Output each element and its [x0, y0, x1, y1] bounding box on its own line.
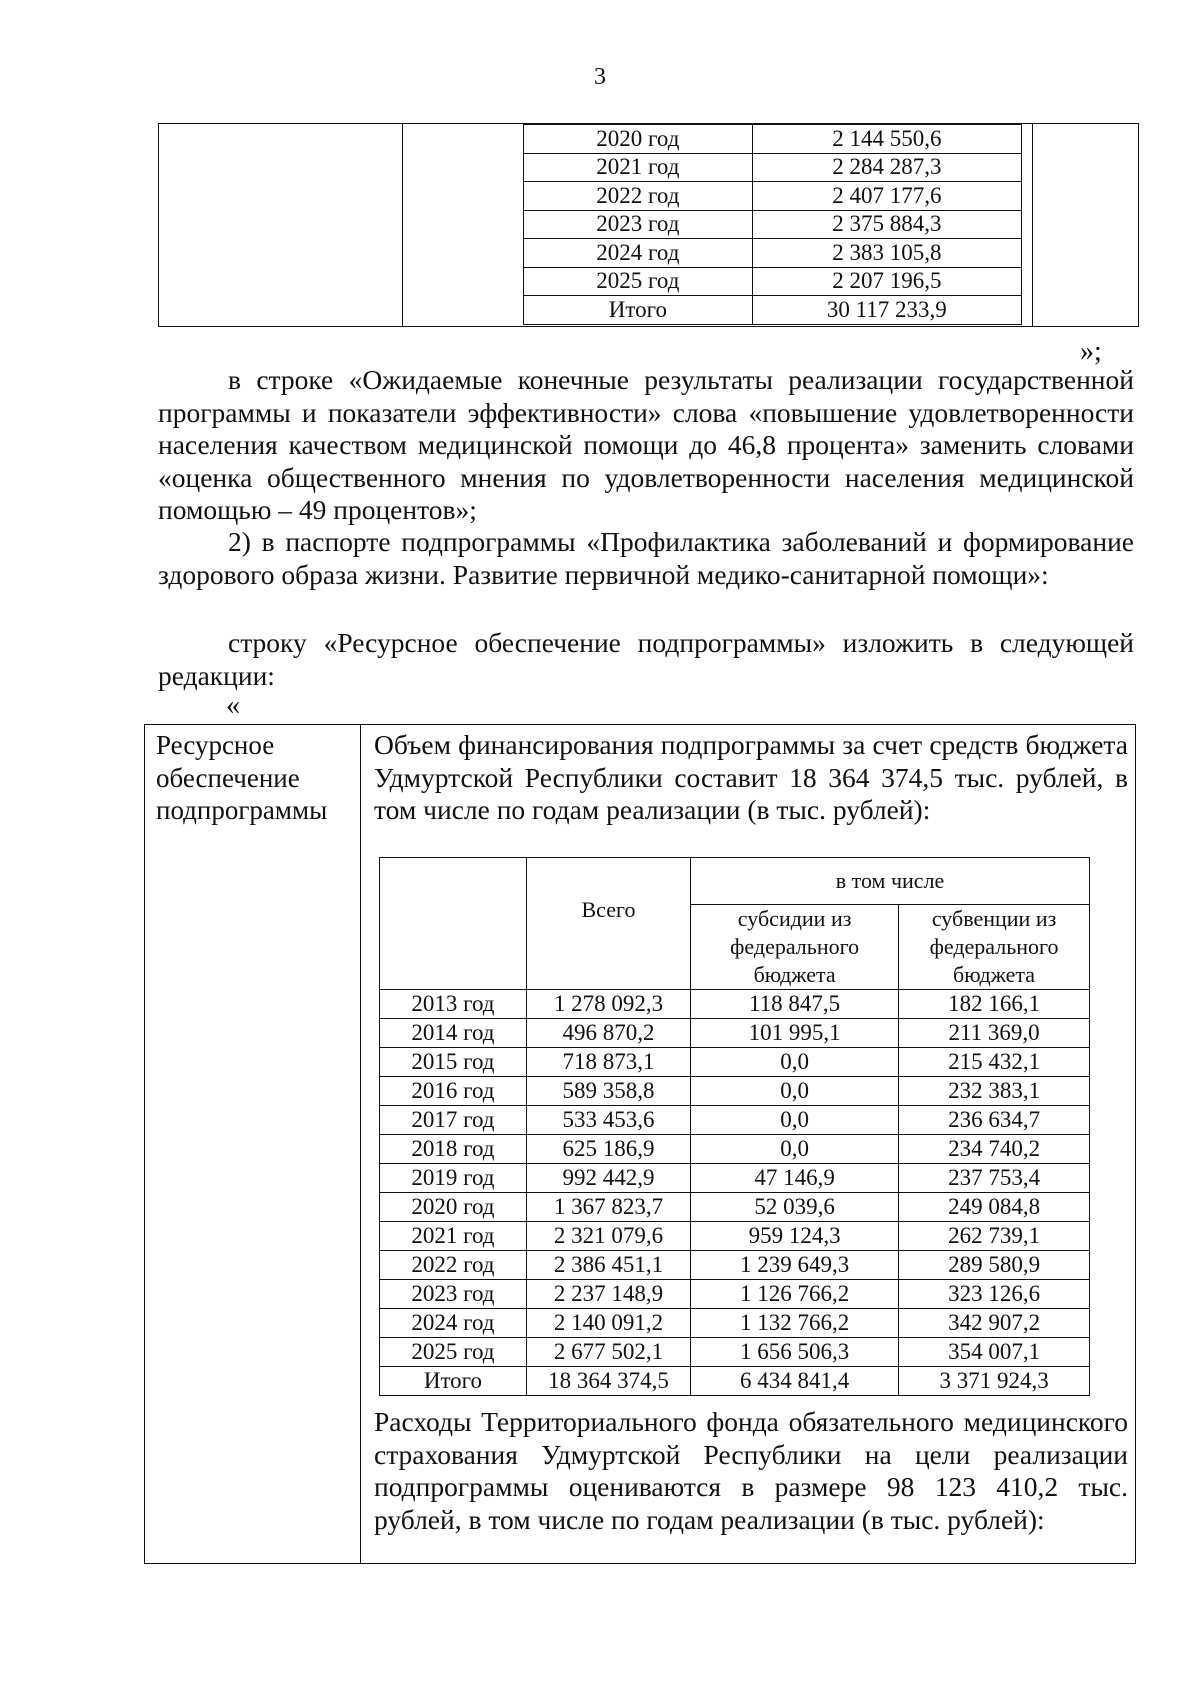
total-cell: 2 386 451,1	[526, 1251, 690, 1280]
subventions-cell: 354 007,1	[899, 1338, 1090, 1367]
subsidies-cell: 0,0	[691, 1077, 899, 1106]
table-row	[380, 1106, 1090, 1135]
subventions-cell: 232 383,1	[899, 1077, 1090, 1106]
yearly-funding-table	[379, 857, 1090, 1396]
opening-quote: «	[226, 690, 240, 721]
header-subventions: субвенции из федерального бюджета	[899, 905, 1090, 990]
paragraph-expected-results	[158, 364, 1134, 527]
resource-label: Ресурсное обеспечение подпрограммы	[156, 730, 328, 825]
table-row	[380, 1251, 1090, 1280]
subventions-cell: 236 634,7	[899, 1106, 1090, 1135]
tfoms-text: Расходы Территориального фонда обязательного медицинского страхования Удмуртской Республики на цели реализации подпрограммы оцениваются в размере 98 123 410,2 тыс. рублей, в том числе по годам реализации (в тыс. рублей):	[374, 1406, 1128, 1535]
table-row	[380, 1280, 1090, 1309]
table-row	[380, 1019, 1090, 1048]
value-cell: 30 117 233,9	[752, 296, 1021, 325]
subsidies-cell: 1 239 649,3	[691, 1251, 899, 1280]
total-cell: 533 453,6	[526, 1106, 690, 1135]
table-row	[380, 990, 1090, 1019]
table-row	[524, 267, 1022, 296]
year-cell: 2020 год	[524, 125, 753, 154]
total-cell: 496 870,2	[526, 1019, 690, 1048]
closing-quote: »;	[1080, 336, 1102, 367]
header-including: в том числе	[691, 858, 1090, 905]
value-cell: 2 207 196,5	[752, 267, 1021, 296]
table-row	[380, 1309, 1090, 1338]
year-cell: 2024 год	[380, 1309, 527, 1338]
total-cell: 18 364 374,5	[526, 1367, 690, 1396]
table-row	[524, 182, 1022, 211]
paragraph-text: в строке «Ожидаемые конечные результаты реализации государственной программы и показатели эффективности» слова «повышение удовлетворенности населения качеством медицинской помощи до 46,8 процента» заменить словами «оценка общественного мнения по удовлетворенности населения медицинской помощью – 49 процентов»;	[158, 364, 1134, 525]
total-cell: 1 278 092,3	[526, 990, 690, 1019]
table-row	[380, 1048, 1090, 1077]
year-cell: 2017 год	[380, 1106, 527, 1135]
year-cell: 2019 год	[380, 1164, 527, 1193]
total-cell: 2 237 148,9	[526, 1280, 690, 1309]
total-cell: 2 677 502,1	[526, 1338, 690, 1367]
table-row	[380, 1367, 1090, 1396]
subsidies-cell: 118 847,5	[691, 990, 899, 1019]
year-cell: 2013 год	[380, 990, 527, 1019]
year-cell: Итого	[380, 1367, 527, 1396]
total-cell: 1 367 823,7	[526, 1193, 690, 1222]
total-cell: 992 442,9	[526, 1164, 690, 1193]
paragraph-resource-line	[158, 627, 1134, 692]
subsidies-cell: 0,0	[691, 1135, 899, 1164]
year-cell: 2023 год	[524, 210, 753, 239]
subventions-cell: 289 580,9	[899, 1251, 1090, 1280]
subsidies-cell: 47 146,9	[691, 1164, 899, 1193]
subventions-cell: 3 371 924,3	[899, 1367, 1090, 1396]
total-cell: 718 873,1	[526, 1048, 690, 1077]
subventions-cell: 182 166,1	[899, 990, 1090, 1019]
year-cell: 2015 год	[380, 1048, 527, 1077]
subsidies-cell: 52 039,6	[691, 1193, 899, 1222]
subsidies-cell: 959 124,3	[691, 1222, 899, 1251]
header-subsidies: субсидии из федерального бюджета	[691, 905, 899, 990]
financing-intro: Объем финансирования подпрограммы за счет средств бюджета Удмуртской Республики составит 18 364 374,5 тыс. рублей, в том числе по годам реализации (в тыс. рублей):	[374, 729, 1128, 825]
value-cell: 2 383 105,8	[752, 239, 1021, 268]
subsidies-cell: 0,0	[691, 1106, 899, 1135]
table-row	[524, 296, 1022, 325]
table-row	[524, 210, 1022, 239]
page-number: 3	[594, 64, 606, 90]
subventions-cell: 323 126,6	[899, 1280, 1090, 1309]
year-cell: 2016 год	[380, 1077, 527, 1106]
subventions-cell: 237 753,4	[899, 1164, 1090, 1193]
total-cell: 2 140 091,2	[526, 1309, 690, 1338]
year-cell: 2021 год	[524, 153, 753, 182]
paragraph-passport	[158, 526, 1134, 591]
table-row	[380, 1338, 1090, 1367]
year-cell: 2024 год	[524, 239, 753, 268]
year-cell: 2022 год	[380, 1251, 527, 1280]
subsidies-cell: 1 656 506,3	[691, 1338, 899, 1367]
table-row	[380, 1222, 1090, 1251]
subventions-cell: 262 739,1	[899, 1222, 1090, 1251]
year-cell: 2025 год	[380, 1338, 527, 1367]
year-cell: 2025 год	[524, 267, 753, 296]
table-row	[524, 239, 1022, 268]
table-row	[524, 153, 1022, 182]
paragraph-text: строку «Ресурсное обеспечение подпрограммы» изложить в следующей редакции:	[158, 627, 1134, 691]
year-cell: 2021 год	[380, 1222, 527, 1251]
year-cell: 2022 год	[524, 182, 753, 211]
total-cell: 2 321 079,6	[526, 1222, 690, 1251]
subsidies-cell: 1 126 766,2	[691, 1280, 899, 1309]
paragraph-text: 2) в паспорте подпрограммы «Профилактика заболеваний и формирование здорового образа жизни. Развитие первичной медико-санитарной помощи»:	[158, 526, 1134, 590]
subventions-cell: 211 369,0	[899, 1019, 1090, 1048]
subsidies-cell: 1 132 766,2	[691, 1309, 899, 1338]
subventions-cell: 342 907,2	[899, 1309, 1090, 1338]
subsidies-cell: 101 995,1	[691, 1019, 899, 1048]
year-cell: 2014 год	[380, 1019, 527, 1048]
year-cell: 2018 год	[380, 1135, 527, 1164]
total-cell: 589 358,8	[526, 1077, 690, 1106]
year-cell: 2023 год	[380, 1280, 527, 1309]
value-cell: 2 407 177,6	[752, 182, 1021, 211]
table-row	[380, 1164, 1090, 1193]
value-cell: 2 144 550,6	[752, 125, 1021, 154]
top-funding-table	[523, 124, 1022, 325]
total-cell: 625 186,9	[526, 1135, 690, 1164]
subventions-cell: 215 432,1	[899, 1048, 1090, 1077]
table-row	[380, 1193, 1090, 1222]
subsidies-cell: 6 434 841,4	[691, 1367, 899, 1396]
year-cell: 2020 год	[380, 1193, 527, 1222]
value-cell: 2 284 287,3	[752, 153, 1021, 182]
subventions-cell: 249 084,8	[899, 1193, 1090, 1222]
value-cell: 2 375 884,3	[752, 210, 1021, 239]
year-cell: Итого	[524, 296, 753, 325]
subsidies-cell: 0,0	[691, 1048, 899, 1077]
table-row	[380, 1077, 1090, 1106]
table-row	[380, 1135, 1090, 1164]
subventions-cell: 234 740,2	[899, 1135, 1090, 1164]
header-total: Всего	[526, 858, 690, 990]
table-row	[524, 125, 1022, 154]
